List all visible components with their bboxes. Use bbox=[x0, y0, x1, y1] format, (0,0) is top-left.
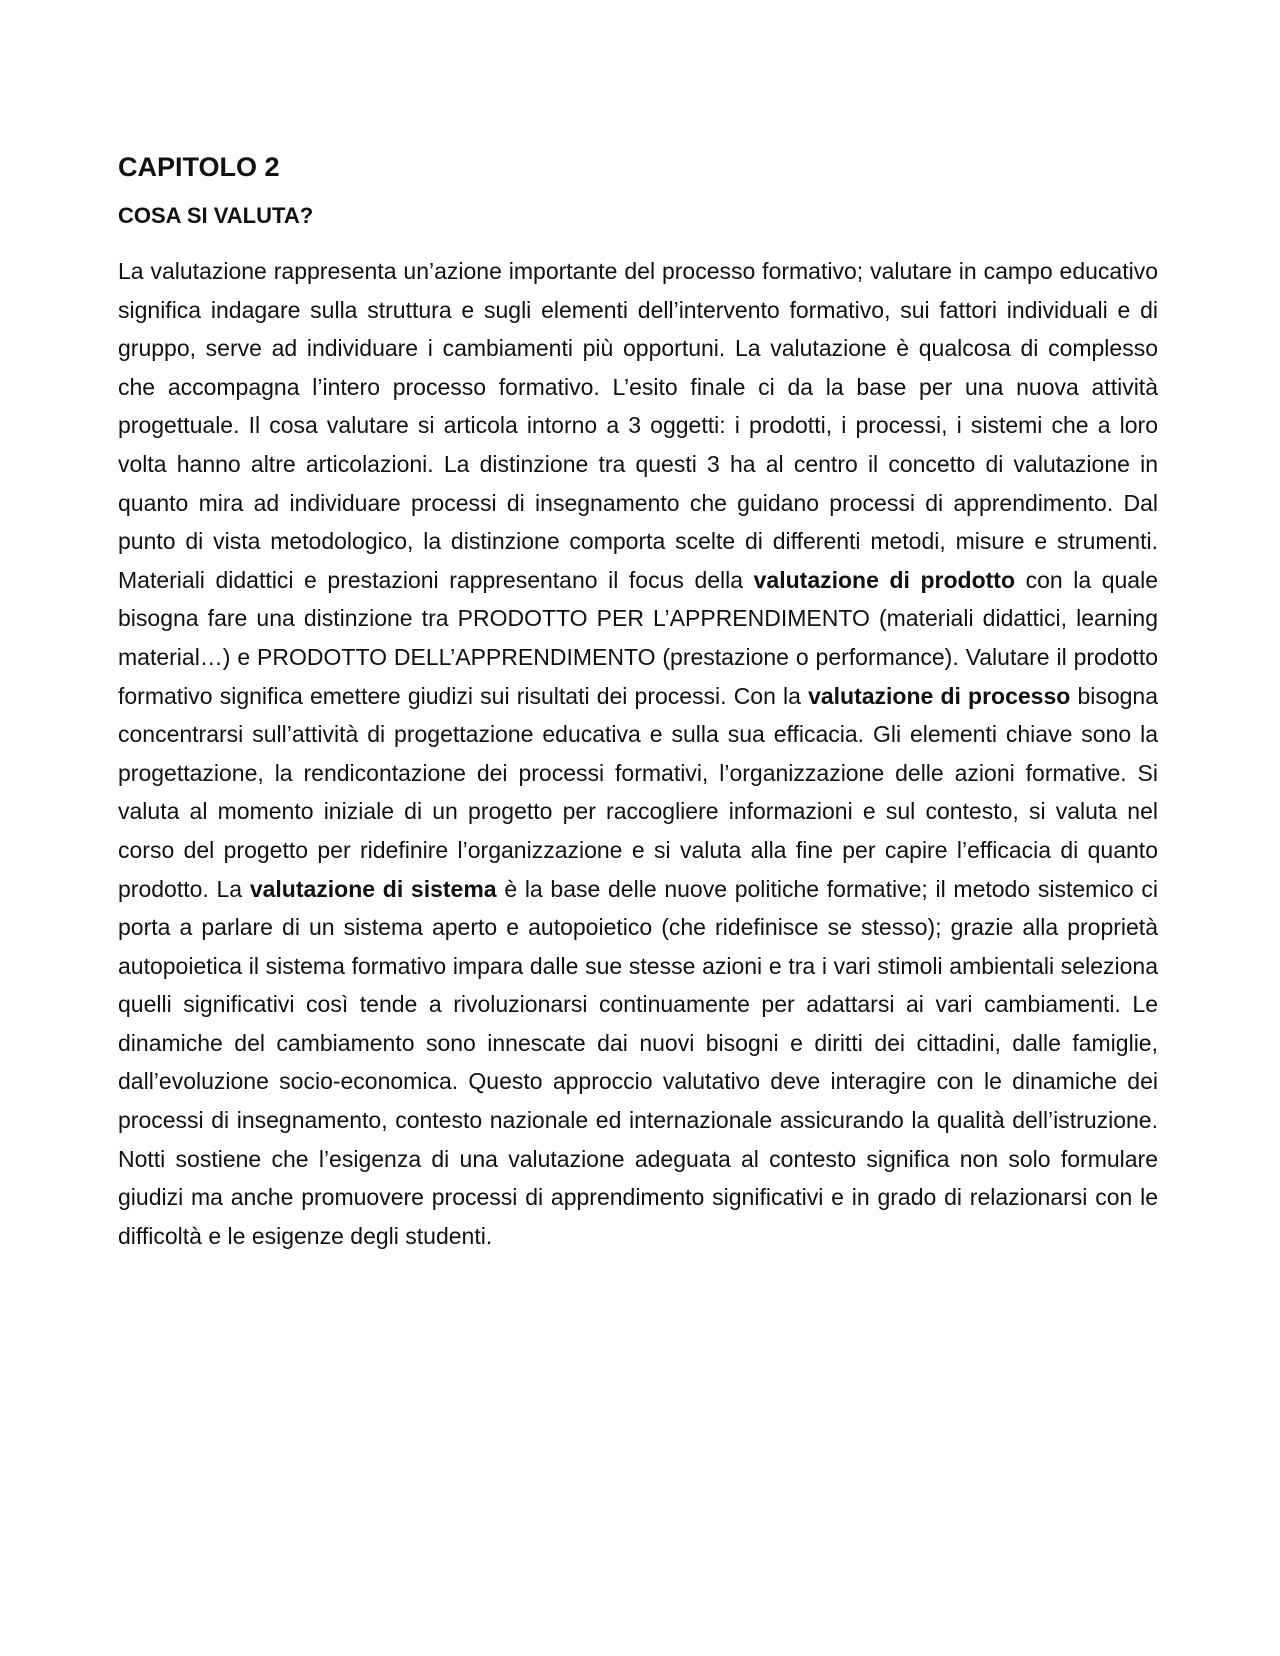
term-valutazione-di-sistema: valutazione di sistema bbox=[249, 875, 497, 902]
paragraph-text-part-3: bisogna concentrarsi sull’attività di progettazione educativa e sulla sua efficacia. Gli elementi chiave sono la progettazione, la rendicontazione dei processi formativi, l’organizzazione delle azioni formative. Si valuta al momento iniziale di un progetto per raccogliere informazioni e sul contesto, si valuta nel corso del progetto per ridefinire l’organizzazione e si valuta alla fine per capire l’efficacia di quanto prodotto. La bbox=[118, 682, 1159, 902]
paragraph-text-part-4: è la base delle nuove politiche formative; il metodo sistemico ci porta a parlare di un sistema aperto e autopoietico (che ridefinisce se stesso); grazie alla proprietà autopoietica il sistema formativo impara dalle sue stesse azioni e tra i vari stimoli ambientali seleziona quelli significativi così tende a rivoluzionarsi continuamente per adattarsi ai vari cambiamenti. Le dinamiche del cambiamento sono innescate dai nuovi bisogni e diritti dei cittadini, dalle famiglie, dall’evoluzione socio-economica. Questo approccio valutativo deve interagire con le dinamiche dei processi di insegnamento, contesto nazionale ed internazionale assicurando la qualità dell’istruzione. Notti sostiene che l’esigenza di una valutazione adeguata al contesto significa non solo formulare giudizi ma anche promuovere processi di apprendimento significativi e in grado di relazionarsi con le difficoltà e le esigenze degli studenti. bbox=[118, 875, 1159, 1249]
paragraph-text-part-1: La valutazione rappresenta un’azione importante del processo formativo; valutare in campo educativo significa indagare sulla struttura e sugli elementi dell’intervento formativo, sui fattori individuali e di gruppo, serve ad individuare i cambiamenti più opportuni. La valutazione è qualcosa di complesso che accompagna l’intero processo formativo. L’esito finale ci da la base per una nuova attività progettuale. Il cosa valutare si articola intorno a 3 oggetti: i prodotti, i processi, i sistemi che a loro volta hanno altre articolazioni. La distinzione tra questi 3 ha al centro il concetto di valutazione in quanto mira ad individuare processi di insegnamento che guidano processi di apprendimento. Dal punto di vista metodologico, la distinzione comporta scelte di differenti metodi, misure e strumenti. Materiali didattici e prestazioni rappresentano il focus della bbox=[118, 258, 1158, 593]
document-page bbox=[118, 150, 1158, 1255]
paragraph-text-part-2: con la quale bisogna fare una distinzione tra PRODOTTO PER L’APPRENDIMENTO (materiali didattici, learning material…) e PRODOTTO DELL’APPRENDIMENTO (prestazione o performance). Valutare il prodotto formativo significa emettere giudizi sui risultati dei processi. Con la bbox=[118, 566, 1158, 709]
term-valutazione-di-prodotto: valutazione di prodotto bbox=[753, 566, 1015, 593]
chapter-title: CAPITOLO 2 bbox=[118, 152, 280, 182]
body-paragraph bbox=[118, 252, 1158, 1255]
term-valutazione-di-processo: valutazione di processo bbox=[808, 682, 1071, 709]
section-title: COSA SI VALUTA? bbox=[118, 203, 314, 228]
